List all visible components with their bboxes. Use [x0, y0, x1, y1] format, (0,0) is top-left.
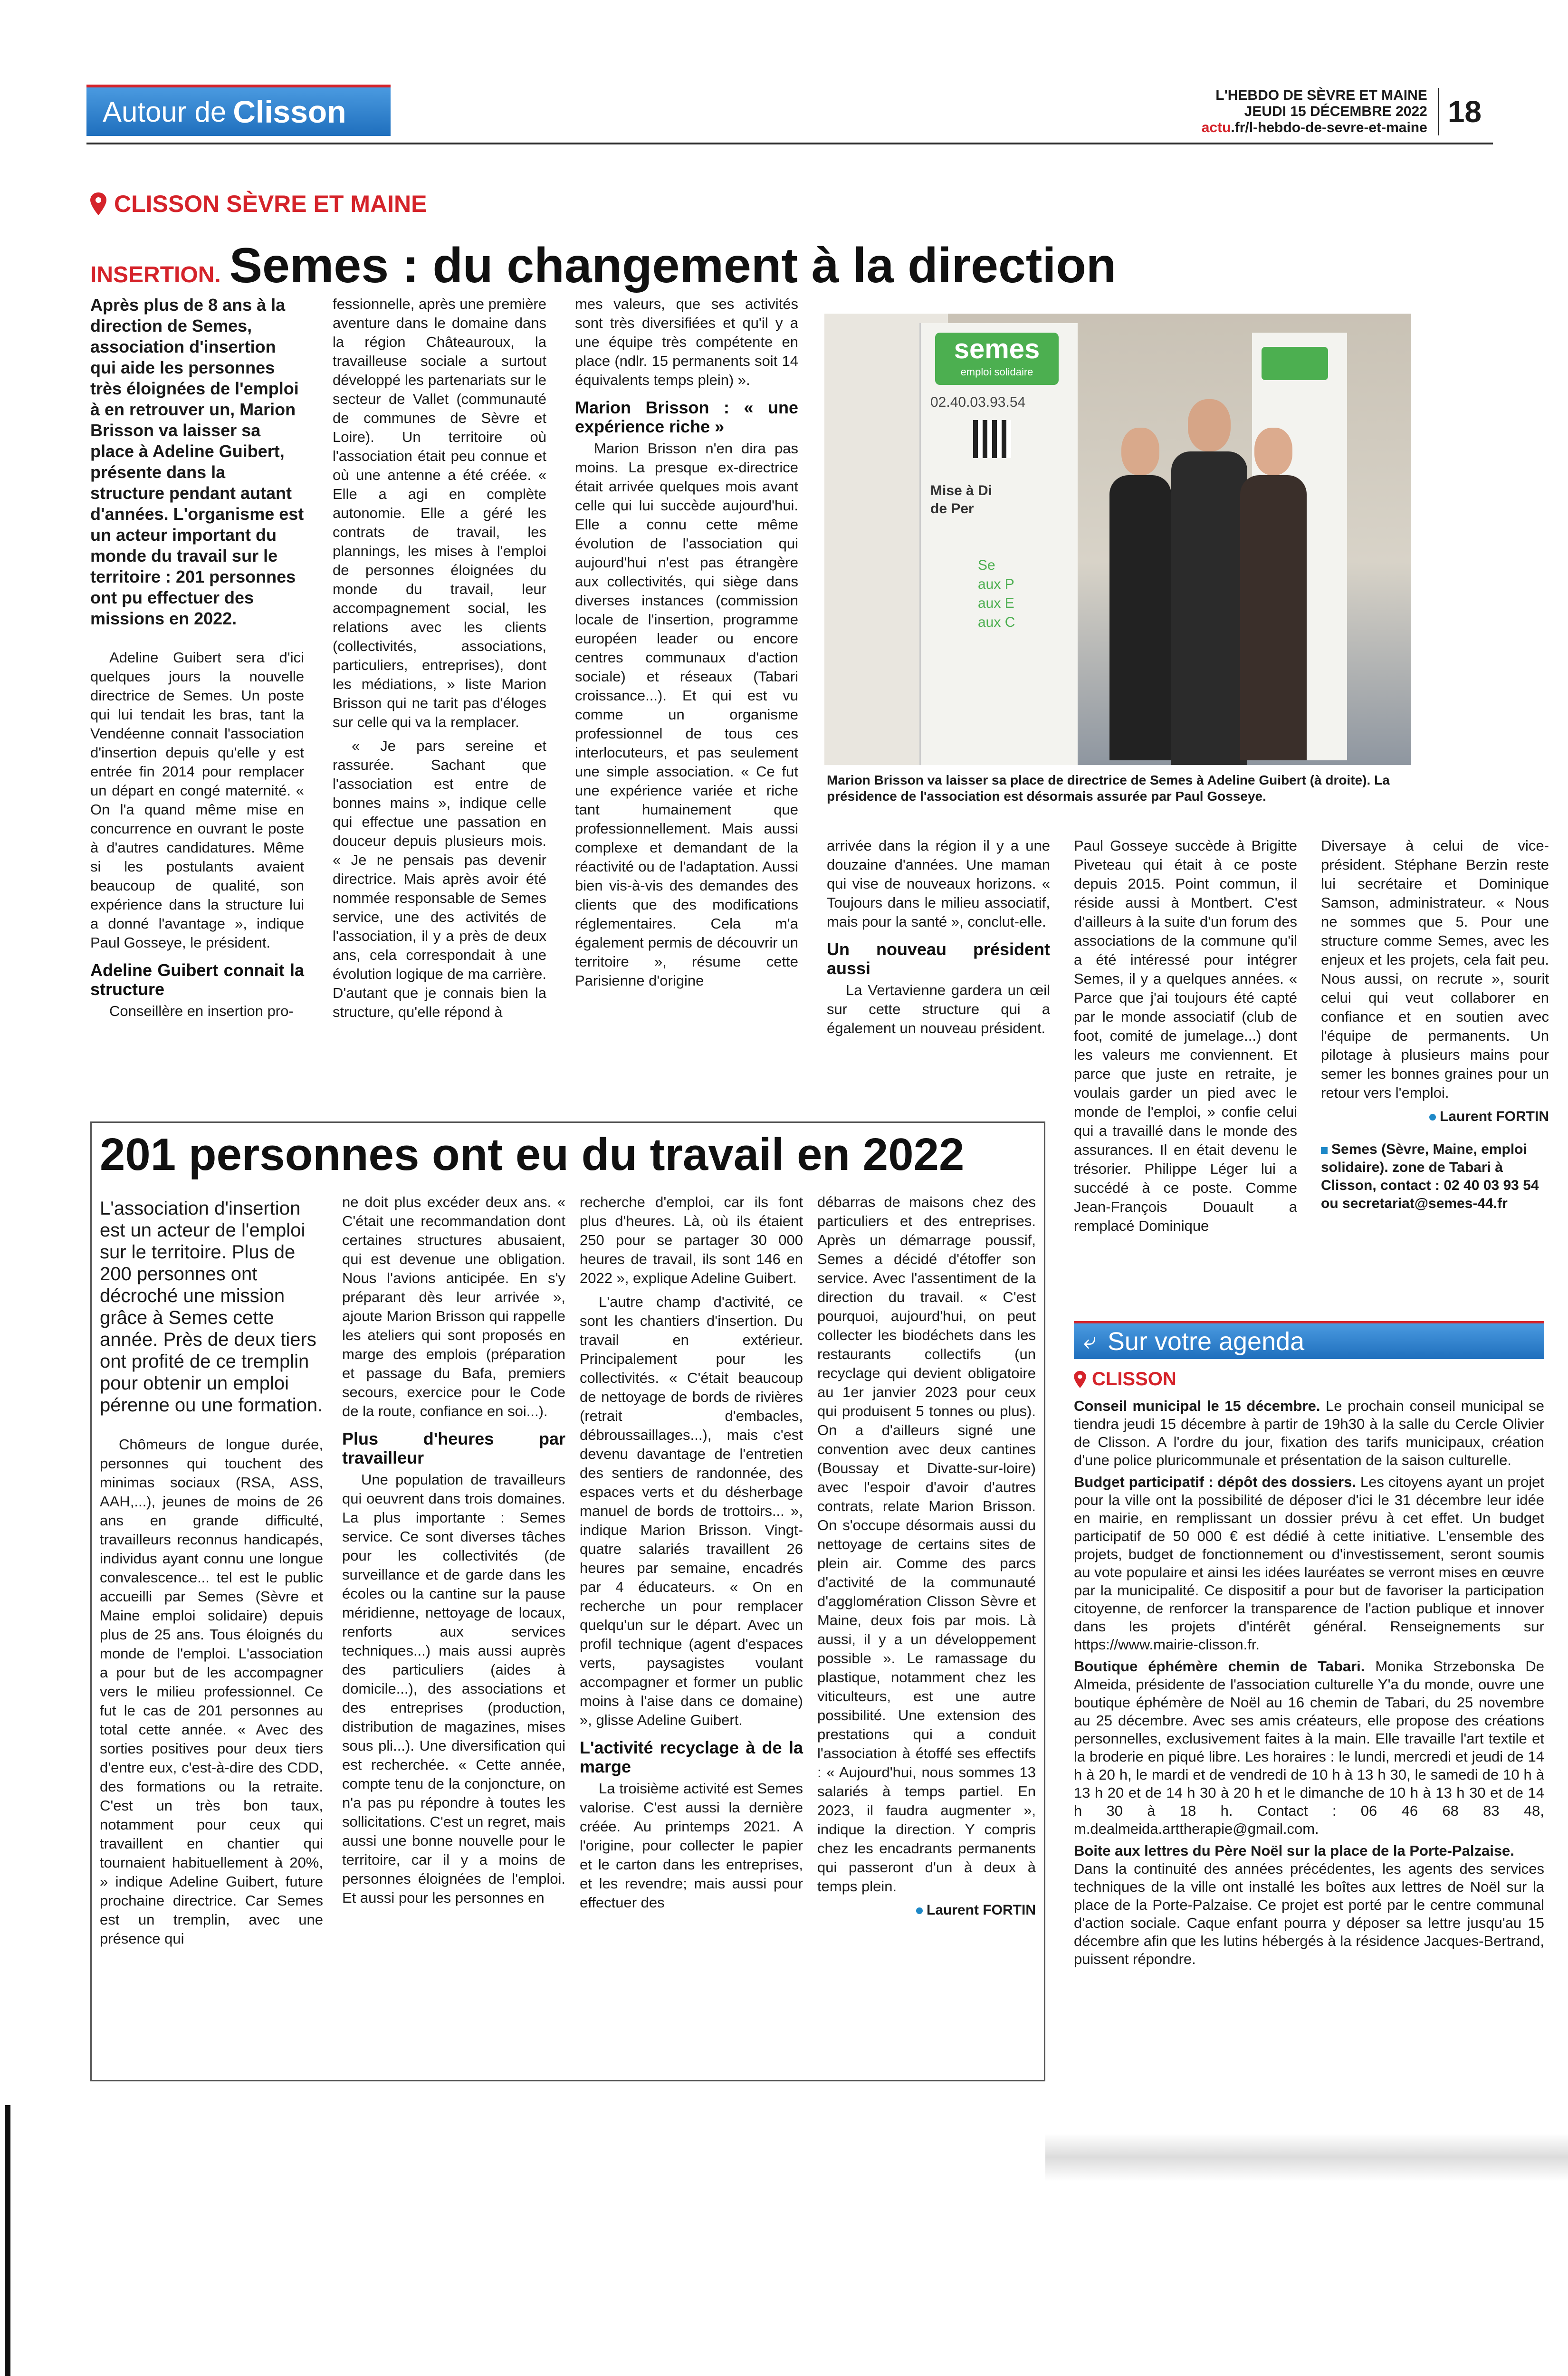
paragraph: Paul Gosseye succède à Brigitte Piveteau qui était à ce poste depuis 2015. Point commun, il réside aussi à Montbert. C'est d'ailleurs à la suite d'un forum des associations de la commune qu'il a été intéressé pour intégrer Semes, il y a quelques années. « Parce que j'ai toujours été capté par le monde associatif (club de foot, comité de jumelage...) dont les valeurs me conviennent. Et parce que juste en retraite, je voulais garder un pied avec le monde de l'emploi, » confie celui qui a travaillé dans le monde des assurances. Il en était devenu le trésorier. Philippe Léger lui a succédé à ce poste. Comme Jean-François Douault a remplacé Dominique [1074, 837, 1297, 1234]
article2-column-3 [580, 1193, 803, 1917]
agenda-item: Budget participatif : dépôt des dossiers. Les citoyens ayant un projet pour la ville ont la possibilité de déposer d'ici le 31 décembre leur idée en mairie, en remplissant un dossier prévu à cet effet. Un budget participatif de 50 000 € est dédié à cette initiative. L'ensemble des projets, budget de fonctionnement ou d'investissement, seront soumis au vote populaire et ainsi les idées lauréates se verront mises en œuvre par la municipalité. Ce dispositif a pour but de favoriser la participation citoyenne, de renforcer la transparence de l'action publique et innover dans les projets d'intérêt général. Renseignements sur https://www.mairie-clisson.fr. [1074, 1474, 1544, 1653]
agenda-header [1074, 1321, 1544, 1359]
article1-column-3 [575, 295, 798, 995]
paragraph: recherche d'emploi, car ils font plus d'heures. Là, où ils étaient 250 pour se partager 30 000 heures de travail, ils sont 146 en 2022 », explique Adeline Guibert. [580, 1194, 803, 1286]
bullet-icon [916, 1907, 923, 1914]
agenda-item: Boutique éphémère chemin de Tabari. Monika Strzebonska De Almeida, présidente de l'association culturelle Y'a du monde, ouvre une boutique éphémère de Noël au 16 chemin de Tabari, du 25 novembre au 25 décembre. Avec ses amis créateurs, elle propose des créations personnelles, exclusivement faites à la main. Elle travaille l'art textile et la broderie en piqué libre. Les horaires : le lundi, mercredi et jeudi de 14 h à 20 h, le mardi et de vendredi de 10 h à 13 h 30, le samedi de 10 h à 13 h 20 et de 14 h 30 à 20 h et le dimanche de 10 h à 13 h 30 et de 14 h 30 à 18 h. Contact : 06 46 68 83 48, m.dealmeida.arttherapie@gmail.com. [1074, 1658, 1544, 1837]
roll-up-sign [919, 323, 1078, 765]
map-pin-icon [90, 192, 106, 215]
page-number: 18 [1447, 95, 1482, 129]
agenda-town: CLISSON [1074, 1369, 1176, 1390]
sign-text: Se aux P aux E aux C [978, 557, 1015, 630]
article1-column-6 [1321, 836, 1549, 1213]
paragraph: débarras de maisons chez des particuliers et des entreprises. Après un démarrage poussif, Semes a décidé d'étoffer son service. Avec l'assentiment de la direction du travail. « C'est pourquoi, aujourd'hui, on peut collecter les biodéchets dans les restaurants collectifs (un recyclage qui devient obligatoire au 1er janvier 2023 pour ceux qui produisent 5 tonnes ou plus). On a d'ailleurs signé une convention avec deux cantines (Boussay et Divatte-sur-loire) avec l'espoir d'avoir d'autres contrats, relate Marion Brisson. On s'occupe désormais aussi du nettoyage de certains sites de plein air. Comme des parcs d'activité de la communauté d'agglomération Clisson Sèvre et Maine, deux fois par mois. Là aussi, il y a un développement possible ». Le ramassage du plastique, notamment chez les viticulteurs, est une autre possibilité. Une extension des prestations qui a conduit l'association à étoffé ses effectifs : « Aujourd'hui, nous sommes 13 salariés à temps partiel. En 2023, il faudra augmenter », indique la direction. Y compris chez les encadrants permanents qui passeront d'un à deux à temps plein. [817, 1194, 1036, 1895]
article1-photo [824, 314, 1411, 765]
article1-lead: Après plus de 8 ans à la direction de Semes, association d'insertion qui aide les personnes très éloignées de l'emploi à en retrouver un, Marion Brisson va laisser sa place à Adeline Guibert, présente dans la structure pendant autant d'années. L'organisme est un acteur important du monde du travail sur le territoire : 201 personnes ont pu effectuer des missions en 2022. [90, 295, 304, 628]
agenda-item: Boite aux lettres du Père Noël sur la place de la Porte-Palzaise. Dans la continuité des années précédentes, les agents des services techniques de la ville ont installé les boîtes aux lettres de Noël sur la place de la Porte-Palzaise. Ce projet est porté par le centre communal d'action sociale. Caque enfant pourra y déposer sa lettre jusqu'au 15 décembre afin que les lutins hébergés à la résidence Jacques-Bertrand, puissent répondre. [1074, 1842, 1544, 1967]
paragraph: mes valeurs, que ses activités sont très diversifiées et qu'il y a une équipe très compétente en place (ndlr. 15 permanents soit 14 équivalents temps plein) ». [575, 296, 798, 388]
paragraph: Conseillère en insertion pro- [109, 1003, 294, 1019]
article1-title: Semes : du changement à la direction [229, 238, 1117, 293]
article2-column-4 [817, 1193, 1036, 1920]
site-url: .fr/l-hebdo-de-sevre-et-maine [1231, 120, 1427, 135]
article1-signature: Laurent FORTIN [1321, 1107, 1549, 1126]
section-banner [86, 85, 391, 136]
agenda-list [1074, 1397, 1544, 1972]
article1-column-1 [90, 295, 304, 1025]
paragraph: Chômeurs de longue durée, personnes qui touchent des minimas sociaux (RSA, ASS, AAH,...), jeunes de moins de 26 ans en grande difficulté, travailleurs reconnus handicapés, individus ayant connu une longue convalescence... tel est le public accueilli par Semes (Sèvre et Maine emploi solidaire) depuis plus de 25 ans. Tous éloignés du monde de l'emploi. L'association a pour but de les accompagner vers le milieu professionnel. Ce fut le cas de 201 personnes au total cette année. « Avec des sorties positives pour deux tiers d'entre eux, c'est-à-dire des CDD, des formations ou la retraite. C'est un très bon taux, notamment pour ceux qui travaillent en chantier qui tournaient habituellement à 20%, » indique Adeline Guibert, future prochaine directrice. Car Semes est un tremplin, avec une présence qui [100, 1436, 323, 1947]
rss-icon: ⤶ [1083, 1328, 1096, 1354]
paragraph: La Vertavienne gardera un œil sur cette structure qui a également un nouveau président. [827, 982, 1050, 1036]
paragraph: Une population de travailleurs qui oeuvrent dans trois domaines. La plus importante : Semes service. Ce sont diverses tâches pour les collectivités (de surveillance et de garde dans les écoles ou la cantine sur la pause méridienne, nettoyage de locaux, renforts aux services techniques...) mais aussi auprès des particuliers (aides à domicile...), des associations et des entreprises (production, distribution de magazines, mises sous pli...). Une diversification qui est recherchée. « Cette année, compte tenu de la conjoncture, on n'a pas pu répondre à toutes les sollicitations. C'est un regret, mais aussi une bonne nouvelle pour le territoire, car il y a moins de personnes éloignées de l'emploi. Et aussi pour les personnes en [342, 1471, 565, 1906]
publication-date: JEUDI 15 DÉCEMBRE 2022 [1244, 104, 1427, 119]
scan-bottom-band [1045, 2134, 1568, 2181]
sign-text: Mise à Di de Per [930, 483, 993, 517]
location-tag [90, 190, 427, 218]
person-right [1233, 428, 1314, 765]
paragraph: arrivée dans la région il y a une douzaine d'années. Une maman qui vise de nouveaux horizons. « Toujours dans le milieu associatif, mais pour la santé », conclut-elle. [827, 837, 1050, 930]
subhead: Adeline Guibert connait la structure [90, 960, 304, 999]
photo-caption: Marion Brisson va laisser sa place de directrice de Semes à Adeline Guibert (à droite). La présidence de l'association est désormais assurée par Paul Gosseye. [827, 773, 1390, 804]
site-brand: actu [1201, 120, 1231, 135]
subhead: Plus d'heures par travailleur [342, 1429, 565, 1467]
agenda-item: Conseil municipal le 15 décembre. Le prochain conseil municipal se tiendra jeudi 15 décembre à partir de 19h30 à la salle du Cercle Olivier de Clisson. A l'ordre du jour, fixation des tarifs municipaux, création d'une police pluricommunale et présentation de la saison culturelle. [1074, 1398, 1544, 1468]
article2-column-1 [100, 1198, 323, 1953]
section-prefix: Autour de [103, 96, 227, 128]
agenda-title: Sur votre agenda [1107, 1327, 1305, 1356]
article1-column-4 [827, 836, 1050, 1043]
square-bullet-icon [1321, 1147, 1328, 1154]
qr-code-icon [973, 420, 1011, 458]
publication-info [1054, 87, 1482, 136]
sign-logo: semes emploi solidaire [935, 333, 1059, 385]
paragraph: ne doit plus excéder deux ans. « C'était une recommandation dont certaines structures abusaient, qui est devenue une obligation. Nous l'avions anticipée. En s'y préparant dès leur arrivée », ajoute Marion Brisson qui rappelle les ateliers qui sont proposés en marge des emplois (préparation et passage du Bafa, premiers secours, exercice pour le Code de la route, confiance en soi...). [342, 1194, 565, 1419]
article1-headline [90, 238, 1116, 294]
header-rule [86, 143, 1493, 144]
location-name: CLISSON SÈVRE ET MAINE [114, 191, 427, 217]
paragraph: « Je pars sereine et rassurée. Sachant que l'association est entre de bonnes mains », indique celle qui effectue une passation en douceur depuis plusieurs mois. « Je ne pensais pas devenir directrice. Mais après avoir été nommée responsable de Semes service, une des activités de l'association, il y a près de deux ans, cela correspondait à une évolution logique de ma carrière. D'autant que je connais bien la structure, qu'elle répond à [333, 738, 546, 1020]
paragraph: La troisième activité est Semes valorise. C'est aussi la dernière créée. Au printemps 2021. A l'origine, pour collecter le papier et le carton dans les entreprises, et les revendre; mais aussi pour effectuer des [580, 1780, 803, 1911]
subhead: Un nouveau président aussi [827, 939, 1050, 978]
article1-kicker: INSERTION. [90, 262, 221, 287]
scan-edge-mark [5, 2105, 10, 2376]
article2-signature: Laurent FORTIN [817, 1901, 1036, 1920]
article2-title: 201 personnes ont eu du travail en 2022 [100, 1129, 965, 1180]
paragraph: Diversaye à celui de vice-président. Stéphane Berzin reste lui secrétaire et Dominique Samson, administrateur. « Nous ne sommes que 5. Pour une structure comme Semes, avec les enjeux et les projets, cela fait peu. Nous aussi, on recrute », sourit celui qui veut collaborer en confiance et en soutien avec l'équipe de permanents. Un pilotage à plusieurs mains pour semer les bonnes graines pour un retour vers l'emploi. [1321, 837, 1549, 1101]
subhead: Marion Brisson : « une expérience riche » [575, 398, 798, 436]
paragraph: Adeline Guibert sera d'ici quelques jours la nouvelle directrice de Semes. Un poste qui lui tendait les bras, tant la Vendéenne connait l'association d'insertion depuis qu'elle y est entrée fin 2014 pour remplacer un départ en congé maternité. « On l'a quand même mise en concurrence en ouvrant le poste à d'autres candidatures. Même si les postulants avaient beaucoup de qualité, son expérience dans la structure lui a donné l'avantage », indique Paul Gosseye, le président. [90, 649, 304, 951]
article1-column-2 [333, 295, 546, 1026]
article2-lead: L'association d'insertion est un acteur de l'emploi sur le territoire. Plus de 200 personnes ont décroché une mission grâce à Semes cette année. Près de deux tiers ont profité de ce tremplin pour obtenir un emploi pérenne ou une formation. [100, 1198, 323, 1416]
paragraph: L'autre champ d'activité, ce sont les chantiers d'insertion. Du travail en extérieur. Principalement pour les collectivités. « C'était beaucoup de nettoyage de bords de rivières (retrait d'embacles, débroussaillages...), mais c'est devenu davantage de l'entretien des sentiers de randonnée, des espaces verts et du désherbage manuel de bords de trottoirs... », indique Marion Brisson. Vingt-quatre salariés travaillent 26 heures par semaine, encadrés par 4 éducateurs. « On en recherche un pour remplacer quelqu'un sur le départ. Avec un profil technique (agent d'espaces verts, paysagistes voulant accompagner et former un public moins à l'aise dans ce domaine) », glisse Adeline Guibert. [580, 1293, 803, 1728]
paragraph: fessionnelle, après une première aventure dans le domaine dans la région Châteauroux, la travailleuse sociale a surtout développé les partenariats sur le secteur de Vallet (communauté de communes de Sèvre et Loire). Un territoire où l'association était peu connue et où une antenne a été créée. « Elle a agi en complète autonomie. Elle a géré les contrats de travail, les plannings, les mises à l'emploi de personnes éloignées du monde du travail, leur accompagnement social, les relations avec les clients (collectivités, associations, particuliers, entreprises), dont les médiations, » liste Marion Brisson qui ne tarit pas d'éloges sur celle qui va la remplacer. [333, 296, 546, 730]
paragraph: Marion Brisson n'en dira pas moins. La presque ex-directrice était arrivée quelques mois avant celle qui lui succède aujourd'hui. Elle a connu cette même évolution de l'association qui aujourd'hui n'est pas étrangère aux collectivités, qui siège dans diverses instances (commission locale de l'insertion, programme européen leader ou encore centres communaux d'action sociale) et réseaux (Tabari croissance...). Et qui est vu comme un organisme professionnel de tous ces interlocuteurs, et pas seulement une simple association. « Ce fut une expérience variée et riche tant humainement que professionnellement. Mais aussi complexe et demandant de la réactivité ou de l'adaptation. Aussi bien vis-à-vis des demandes des clients que des modifications réglementaires. Cela m'a également permis de découvrir un territoire », résume cette Parisienne d'origine [575, 440, 798, 989]
article1-column-5 [1074, 836, 1297, 1240]
subhead: L'activité recyclage à de la marge [580, 1738, 803, 1776]
map-pin-icon [1074, 1371, 1086, 1388]
sign-phone: 02.40.03.93.54 [930, 394, 1026, 410]
publication-name: L'HEBDO DE SÈVRE ET MAINE [1215, 87, 1427, 103]
person-left [1105, 428, 1176, 765]
bullet-icon [1429, 1114, 1436, 1121]
article2-column-2 [342, 1193, 565, 1912]
section-town: Clisson [233, 94, 346, 129]
contact-box: Semes (Sèvre, Maine, emploi solidaire). zone de Tabari à Clisson, contact : 02 40 03 93 54 ou secretariat@semes-44.fr [1321, 1141, 1539, 1211]
